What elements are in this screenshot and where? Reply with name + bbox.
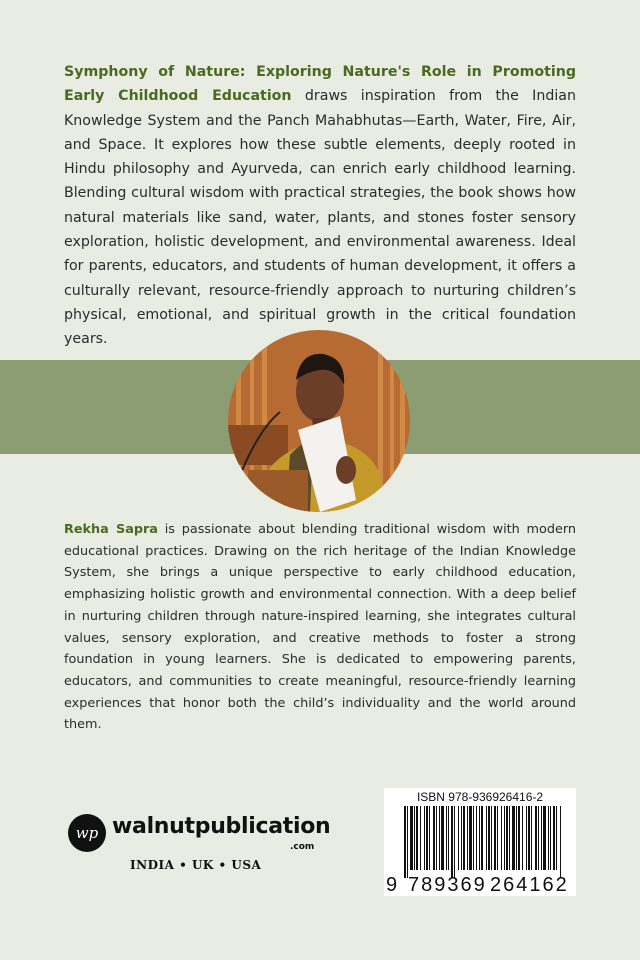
barcode-bar	[433, 806, 435, 870]
barcode-bar	[512, 806, 515, 870]
barcode-bar	[501, 806, 502, 870]
barcode-bar	[476, 806, 477, 870]
back-cover-blurb	[64, 60, 576, 352]
barcode-digit-lead: 9	[386, 874, 398, 896]
barcode-bar	[454, 806, 455, 878]
barcode-bar	[426, 806, 428, 870]
barcode-bar	[461, 806, 462, 870]
blurb-text: draws inspiration from the Indian Knowledge System and the Panch Mahabhutas—Earth, Water, Fire, Air, and Space. It explores how these subtle elements, deeply rooted in Hindu philosophy and Ayurveda, can enrich early childhood learning. Blending cultural wisdom with practical strategies, the book shows how natural materials like sand, water, plants, and stones foster sensory exploration, holistic development, and environmental awareness. Ideal for parents, educators, and students of human development, it offers a culturally relevant, resource-friendly approach to nurturing children’s physical, emotional, and spiritual growth in the critical foundation years.	[64, 88, 576, 348]
barcode-bar	[516, 806, 517, 870]
barcode-bar	[550, 806, 551, 870]
barcode-bar	[553, 806, 555, 870]
barcode-bar	[441, 806, 444, 870]
barcode-bar	[481, 806, 483, 870]
barcode-bar	[528, 806, 530, 870]
barcode-bar	[416, 806, 418, 870]
barcode-bar	[538, 806, 539, 870]
barcode-bar	[469, 806, 472, 870]
barcode-bar	[522, 806, 523, 870]
barcode-bar	[467, 806, 468, 870]
barcode-bar	[531, 806, 532, 870]
barcode-bar	[560, 806, 561, 878]
barcode-bar	[494, 806, 496, 870]
author-bio	[64, 519, 576, 736]
barcode-bar	[414, 806, 415, 870]
barcode-bar	[556, 806, 557, 870]
barcode-bar	[526, 806, 527, 870]
barcode-bar	[451, 806, 453, 878]
barcode-bar	[429, 806, 430, 870]
barcode-bar	[518, 806, 520, 870]
barcode-bar	[473, 806, 474, 870]
barcode-bar	[506, 806, 508, 870]
author-photo	[228, 330, 410, 512]
barcode-bar	[439, 806, 440, 870]
barcode-bar	[543, 806, 546, 870]
barcode-digits-right: 264162	[490, 874, 569, 896]
bio-text: is passionate about blending traditional wisdom with modern educational practices. Drawing on the rich heritage of the Indian Knowledge System, she brings a unique perspective to early childhood education, emphasizing holistic growth and environmental connection. With a deep belief in nurturing children through nature-inspired learning, she integrates cultural values, sensory exploration, and creative methods to foster a strong foundation in young learners. She is dedicated to empowering parents, educators, and communities to create meaningful, resource-friendly learning experiences that honor both the child’s individuality and the world around them.	[64, 522, 576, 733]
barcode-bar	[446, 806, 447, 870]
isbn-label: ISBN 978-936926416-2	[416, 790, 544, 804]
publisher-regions: INDIA • UK • USA	[130, 858, 262, 872]
barcode-bar	[509, 806, 510, 870]
barcode-bar	[410, 806, 413, 870]
barcode-bar	[463, 806, 465, 870]
publisher-domain: .com	[290, 842, 315, 852]
book-title: Symphony of Nature: Exploring Nature's Role in Promoting Early Childhood Education	[64, 64, 576, 105]
barcode-bar	[504, 806, 505, 870]
barcode-bar	[548, 806, 549, 870]
barcode-bar	[486, 806, 487, 870]
barcode-digits-left: 789369	[408, 874, 487, 896]
barcode-bar	[479, 806, 480, 870]
barcode-bar	[404, 806, 406, 878]
barcode-bar	[497, 806, 498, 870]
barcode-bar	[535, 806, 537, 870]
barcode-bar	[436, 806, 437, 870]
publisher-logo-icon: wp	[68, 814, 106, 852]
barcode-bar	[458, 806, 459, 870]
barcode-bar	[541, 806, 542, 870]
barcode-bar	[488, 806, 490, 870]
author-name: Rekha Sapra	[64, 522, 158, 537]
barcode-bar	[448, 806, 449, 870]
barcode-bar	[491, 806, 492, 870]
barcode-bar	[424, 806, 425, 870]
barcode-bar	[407, 806, 408, 878]
publisher-name: walnutpublication	[112, 814, 331, 839]
barcode-bar	[420, 806, 421, 870]
isbn-barcode	[384, 788, 576, 896]
